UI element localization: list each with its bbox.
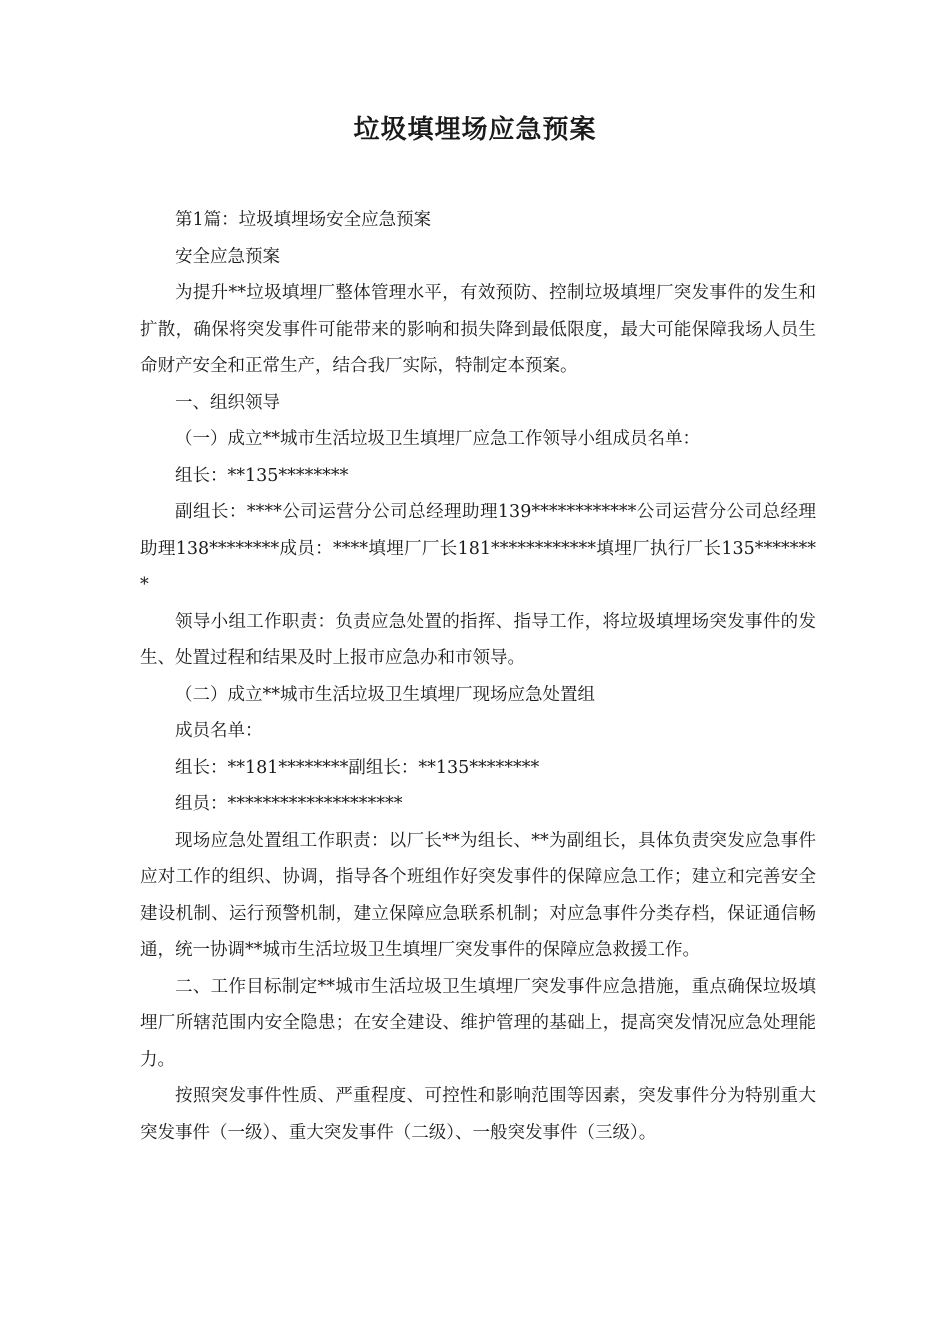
document-title: 垃圾填埋场应急预案 [353, 115, 597, 145]
event-classification-paragraph: 按照突发事件性质、严重程度、可控性和影响范围等因素，突发事件分为特别重大突发事件（一级）、重大突发事件（二级）、一般突发事件（三级）。 [140, 1086, 816, 1143]
subsection-leadership-group: （一）成立**城市生活垃圾卫生填埋厂应急工作领导小组成员名单： [175, 429, 700, 449]
member-list-label: 成员名单： [175, 721, 263, 741]
deputy-leader-paragraph: 副组长：****公司运营分公司总经理助理139************公司运营分公司总经理助理138********成员：****填埋厂厂长181************填埋厂执行厂长135******** [140, 502, 816, 595]
work-objectives-paragraph: 二、工作目标制定**城市生活垃圾卫生填埋厂突发事件应急措施，重点确保垃圾填埋厂所辖范围内安全隐患；在安全建设、维护管理的基础上，提高突发情况应急处理能力。 [140, 976, 816, 1070]
leadership-duties-paragraph: 领导小组工作职责：负责应急处置的指挥、指导工作，将垃圾填埋场突发事件的发生、处置过程和结果及时上报市应急办和市领导。 [140, 611, 816, 668]
section-heading-part1: 第1篇：垃圾填埋场安全应急预案 [175, 210, 432, 230]
onsite-leader-line: 组长：**181********副组长：**135******** [175, 757, 540, 778]
onsite-duties-paragraph: 现场应急处置组工作职责：以厂长**为组长、**为副组长，具体负责突发应急事件应对工作的组织、协调，指导各个班组作好突发事件的保障应急工作；建立和完善安全建设机制、运行预警机制，建立保障应急联系机制；对应急事件分类存档，保证通信畅通，统一协调**城市生活垃圾卫生填埋厂突发事件的保障应急救援工作。 [140, 830, 816, 960]
subheading-safety-plan: 安全应急预案 [175, 246, 280, 267]
section-heading-organization: 一、组织领导 [175, 392, 280, 413]
intro-paragraph: 为提升**垃圾填埋厂整体管理水平，有效预防、控制垃圾填埋厂突发事件的发生和扩散，确保将突发事件可能带来的影响和损失降到最低限度，最大可能保障我场人员生命财产安全和正常生产，结合我厂实际，特制定本预案。 [140, 283, 816, 376]
document-body [140, 202, 816, 1151]
onsite-members-line: 组员：******************** [175, 794, 403, 814]
subsection-onsite-group: （二）成立**城市生活垃圾卫生填埋厂现场应急处置组 [175, 684, 595, 705]
leader-line: 组长：**135******** [175, 465, 349, 486]
